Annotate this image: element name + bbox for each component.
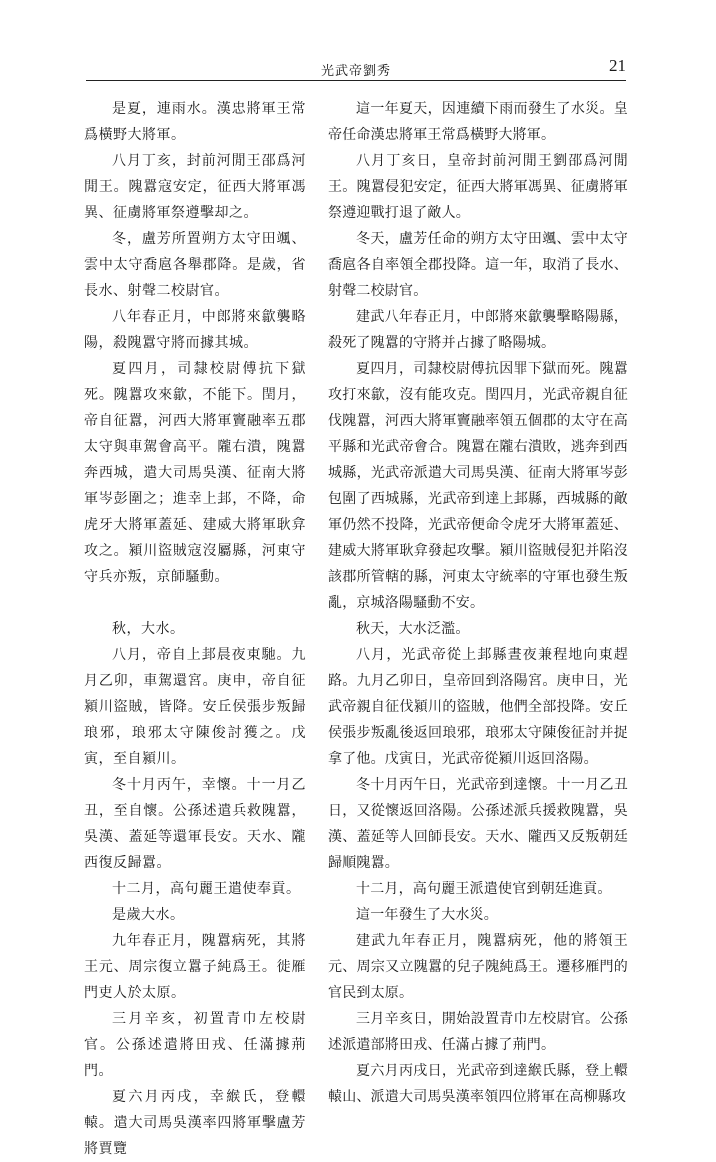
translation-paragraph: 冬天，盧芳任命的朔方太守田颯、雲中太守喬扈各自率領全郡投降。這一年，取消了長水、射聲二校尉官。 (328, 231, 628, 299)
translation-paragraph: 夏四月，司隸校尉傅抗因罪下獄而死。隗囂攻打來歙，沒有能攻克。閏四月，光武帝親自征伐隗囂，河西大將軍竇融率領五個郡的太守在高平縣和光武帝會合。隗囂在隴右潰敗，逃奔到西城縣，光武帝派遣大司馬吳漢、征南大將軍岑彭包圍了西城縣，光武帝到達上邽縣，西城縣的敵軍仍然不投降，光武帝便命令虎牙大將軍蓋延、建威大將軍耿弇發起攻擊。潁川盜賊侵犯并陷沒該郡所管轄的縣，河東太守統率的守軍也發生叛亂，京城洛陽騷動不安。 (328, 361, 628, 611)
original-paragraph: 冬，盧芳所置朔方太守田颯、雲中太守喬扈各舉郡降。是歲，省長水、射聲二校尉官。 (84, 231, 306, 299)
original-paragraph: 是歲大水。 (112, 907, 185, 923)
translation-paragraph: 建武九年春正月，隗囂病死，他的將領王元、周宗又立隗囂的兒子隗純爲王。遷移雁門的官民到太原。 (328, 933, 628, 1001)
original-paragraph: 八年春正月，中郎將來歙襲略陽，殺隗囂守將而據其城。 (84, 309, 306, 351)
running-header (86, 56, 626, 80)
original-text-column (84, 96, 306, 1162)
translation-paragraph: 秋天，大水泛濫。 (356, 621, 470, 637)
original-paragraph: 九年春正月，隗囂病死，其將王元、周宗復立囂子純爲王。徙雁門吏人於太原。 (84, 933, 306, 1001)
translation-text-column (328, 96, 628, 1110)
original-paragraph: 夏四月，司隸校尉傅抗下獄死。隗囂攻來歙，不能下。閏月，帝自征囂，河西大將軍竇融率五郡太守與車駕會高平。隴右潰，隗囂奔西城，遣大司馬吳漢、征南大將軍岑彭圍之；進幸上邽，不降，命虎牙大將軍蓋延、建威大將軍耿弇攻之。潁川盜賊寇沒屬縣，河東守守兵亦叛，京師騷動。 (84, 361, 306, 585)
translation-paragraph: 十二月，高句麗王派遣使官到朝廷進貢。 (356, 881, 612, 897)
original-paragraph: 是夏，連雨水。漢忠將軍王常爲橫野大將軍。 (84, 101, 306, 143)
original-paragraph: 八月丁亥，封前河閒王邵爲河閒王。隗囂寇安定，征西大將軍馮異、征虜將軍祭遵擊却之。 (84, 153, 306, 221)
original-paragraph: 夏六月丙戌，幸緱氏，登轘轅。遣大司馬吳漢率四將軍擊盧芳將賈覽 (84, 1089, 306, 1157)
translation-paragraph: 這一年發生了大水災。 (356, 907, 498, 923)
original-paragraph: 十二月，高句麗王遣使奉貢。 (112, 881, 301, 897)
translation-paragraph: 八月，光武帝從上邽縣晝夜兼程地向東趕路。九月乙卯日，皇帝回到洛陽宮。庚申日，光武帝親自征伐潁川的盜賊，他們全部投降。安丘侯張步叛亂後返回琅邪，琅邪太守陳俊征討并捉拿了他。戊寅日，光武帝從潁川返回洛陽。 (328, 647, 628, 767)
translation-paragraph: 這一年夏天，因連續下雨而發生了水災。皇帝任命漢忠將軍王常爲橫野大將軍。 (328, 101, 628, 143)
header-rule (86, 80, 626, 81)
translation-paragraph: 冬十月丙午日，光武帝到達懷。十一月乙丑日，又從懷返回洛陽。公孫述派兵援救隗囂，吳漢、蓋延等人回師長安。天水、隴西又反叛朝廷歸順隗囂。 (328, 777, 628, 871)
original-paragraph: 八月，帝自上邽晨夜東馳。九月乙卯，車駕還宮。庚申，帝自征潁川盜賊，皆降。安丘侯張步叛歸琅邪，琅邪太守陳俊討獲之。戊寅，至自潁川。 (84, 647, 306, 767)
translation-paragraph: 建武八年春正月，中郎將來歙襲擊略陽縣，殺死了隗囂的守將并占據了略陽城。 (328, 309, 628, 351)
original-paragraph: 三月辛亥，初置青巾左校尉官。公孫述遣將田戎、任滿據荊門。 (84, 1011, 306, 1079)
translation-paragraph: 三月辛亥日，開始設置青巾左校尉官。公孫述派遣部將田戎、任滿占據了荊門。 (328, 1011, 628, 1053)
translation-paragraph: 八月丁亥日，皇帝封前河閒王劉邵爲河閒王。隗囂侵犯安定，征西大將軍馮異、征虜將軍祭遵迎戰打退了敵人。 (328, 153, 628, 221)
original-paragraph: 秋，大水。 (112, 621, 185, 637)
translation-paragraph: 夏六月丙戌日，光武帝到達緱氏縣，登上轘轅山、派遣大司馬吳漢率領四位將軍在高柳縣攻 (328, 1063, 628, 1105)
page-number: 21 (609, 56, 626, 75)
original-paragraph: 冬十月丙午，幸懷。十一月乙丑，至自懷。公孫述遣兵救隗囂，吳漢、蓋延等還軍長安。天水、隴西復反歸囂。 (84, 777, 306, 871)
book-title: 光武帝劉秀 (320, 64, 391, 79)
